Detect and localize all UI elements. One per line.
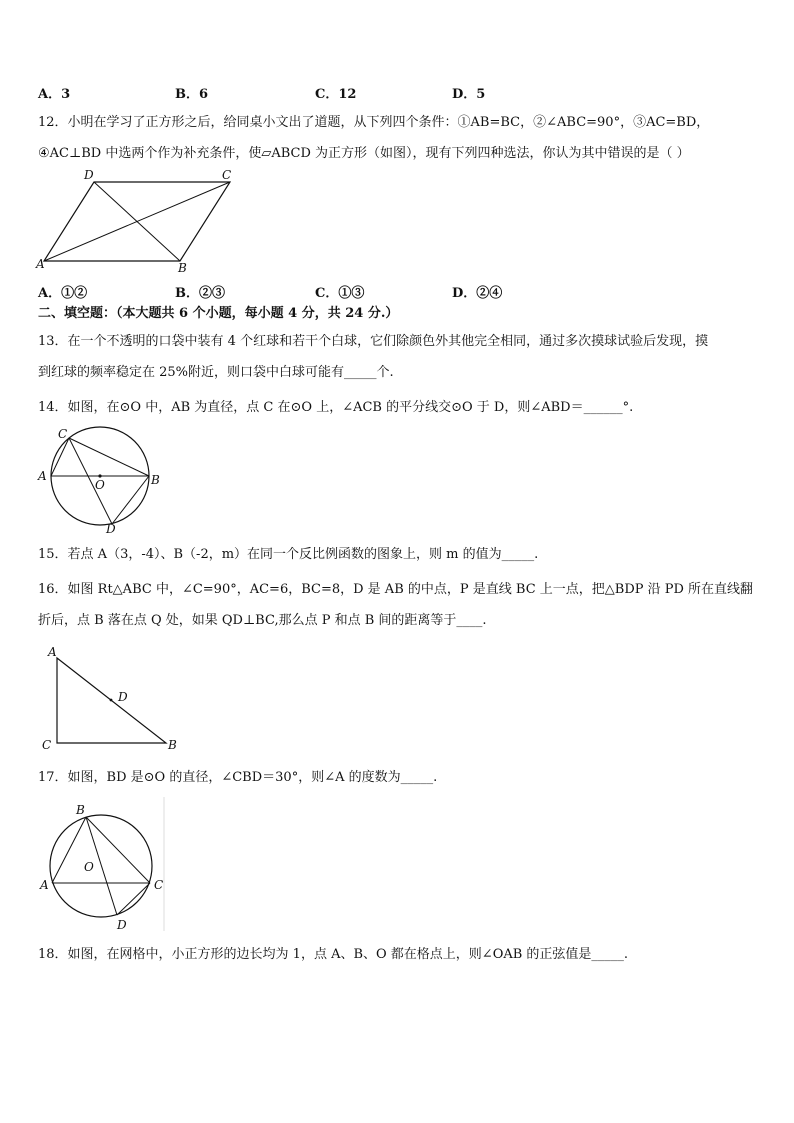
q12-option-a: A．①② bbox=[38, 286, 88, 301]
q12-text-line1: 12．小明在学习了正方形之后，给同桌小文出了道题，从下列四个条件：①AB=BC，②∠ABC=90°，③AC=BD， bbox=[38, 115, 710, 130]
q12-label-b: B bbox=[178, 261, 187, 275]
q13-text-line2: 到红球的频率稳定在 25%附近，则口袋中白球可能有_____个. bbox=[38, 365, 394, 380]
q16-label-a: A bbox=[48, 645, 57, 659]
q17-label-a: A bbox=[40, 878, 49, 892]
q14-label-d: D bbox=[106, 522, 116, 536]
q14-label-b: B bbox=[151, 473, 160, 487]
q14-label-a: A bbox=[38, 469, 47, 483]
q11-options bbox=[38, 83, 638, 101]
q17-circle-figure bbox=[34, 797, 174, 937]
q11-option-c: C．12 bbox=[315, 87, 357, 102]
q16-triangle-figure bbox=[36, 643, 186, 755]
q17-label-c: C bbox=[154, 878, 164, 892]
q11-option-a: A．3 bbox=[38, 87, 71, 102]
q12-option-b: B．②③ bbox=[175, 286, 225, 301]
q16-label-b: B bbox=[168, 738, 177, 752]
q16-text-line2: 折后，点 B 落在点 Q 处，如果 QD⊥BC,那么点 P 和点 B 间的距离等于____. bbox=[38, 613, 487, 628]
q17-label-d: D bbox=[117, 918, 127, 932]
q14-label-c: C bbox=[58, 427, 68, 441]
q14-label-o: O bbox=[95, 478, 105, 492]
q16-label-c: C bbox=[42, 738, 52, 752]
q12-label-c: C bbox=[222, 168, 232, 182]
q12-label-a: A bbox=[36, 257, 45, 271]
q17-label-o: O bbox=[84, 860, 94, 874]
q12-parallelogram-figure bbox=[32, 166, 242, 278]
q11-option-b: B．6 bbox=[175, 87, 209, 102]
q16-label-d: D bbox=[118, 690, 128, 704]
q13-text-line1: 13．在一个不透明的口袋中装有 4 个红球和若干个白球，它们除颜色外其他完全相同，通过多次摸球试验后发现，摸 bbox=[38, 334, 709, 349]
section-2-heading: 二、填空题：（本大题共 6 个小题，每小题 4 分，共 24 分.） bbox=[38, 306, 399, 321]
q17-text: 17．如图，BD 是⊙O 的直径，∠CBD＝30°，则∠A 的度数为_____. bbox=[38, 770, 438, 785]
q11-option-d: D．5 bbox=[452, 87, 486, 102]
q14-circle-figure bbox=[34, 425, 164, 537]
q14-text: 14．如图，在⊙O 中，AB 为直径，点 C 在⊙O 上，∠ACB 的平分线交⊙O 于 D，则∠ABD＝______°. bbox=[38, 400, 634, 415]
q12-option-d: D．②④ bbox=[452, 286, 503, 301]
q15-text: 15．若点 A（3，-4）、B（-2，m）在同一个反比例函数的图象上，则 m 的值为_____. bbox=[38, 547, 539, 562]
q12-label-d: D bbox=[84, 168, 94, 182]
q16-text-line1: 16．如图 Rt△ABC 中，∠C=90°，AC=6，BC=8，D 是 AB 的中点，P 是直线 BC 上一点，把△BDP 沿 PD 所在直线翻 bbox=[38, 582, 754, 597]
q17-label-b: B bbox=[76, 803, 85, 817]
q12-option-c: C．①③ bbox=[315, 286, 365, 301]
q18-text: 18．如图，在网格中，小正方形的边长均为 1，点 A、B、O 都在格点上，则∠OAB 的正弦值是_____. bbox=[38, 947, 629, 962]
q12-text-line2: ④AC⊥BD 中选两个作为补充条件，使▱ABCD 为正方形（如图），现有下列四种选法，你认为其中错误的是（ ） bbox=[38, 146, 690, 161]
q12-options bbox=[38, 282, 638, 300]
